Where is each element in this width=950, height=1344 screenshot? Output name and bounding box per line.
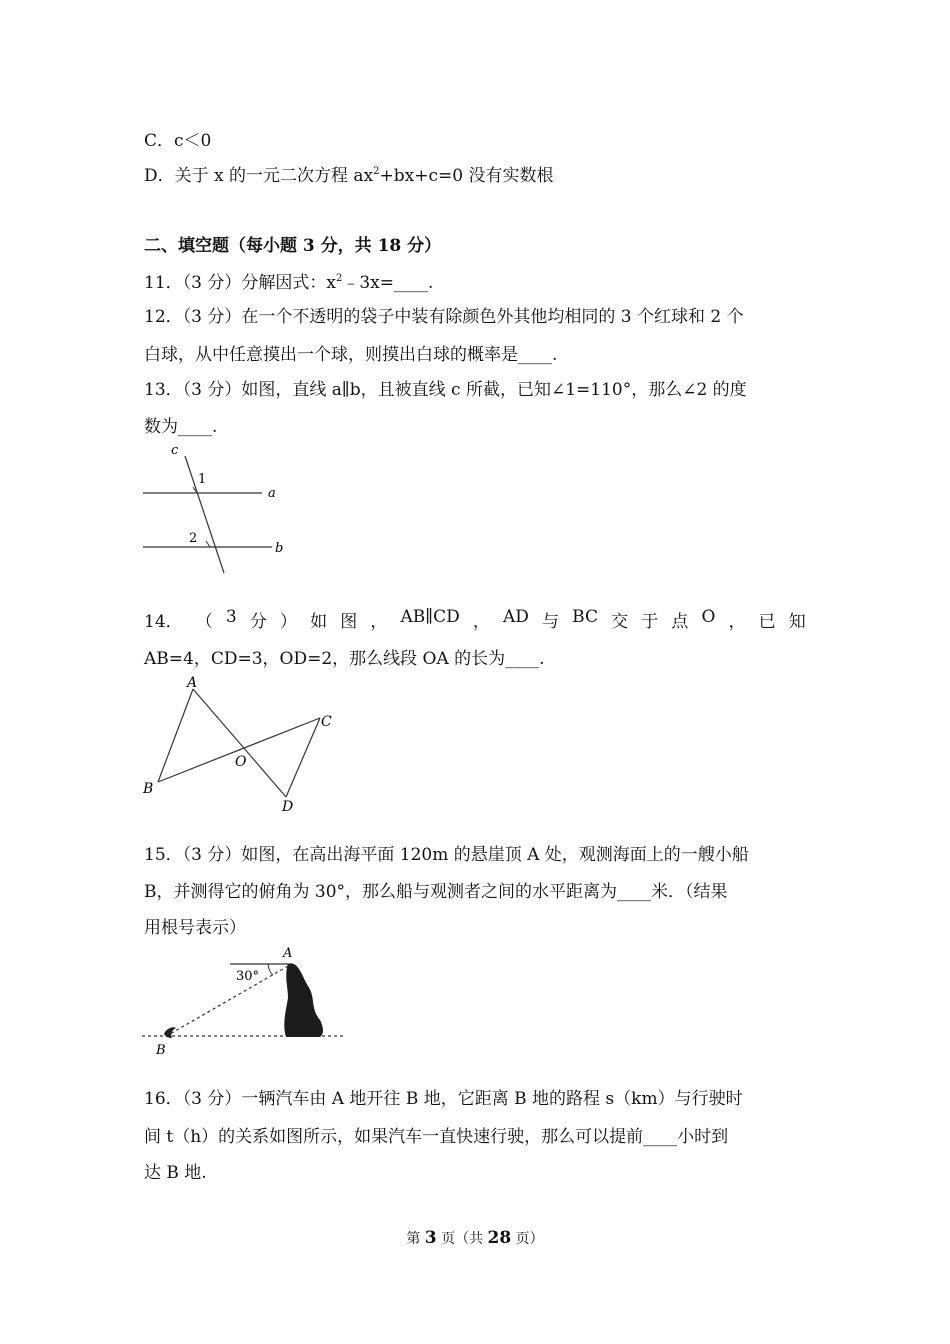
footer-text-end: 页） — [511, 1231, 544, 1247]
question-11 — [144, 268, 433, 293]
footer-total-pages: 28 — [487, 1228, 512, 1248]
label-c: C — [321, 714, 332, 730]
segment-bc — [158, 718, 320, 782]
label-2: 2 — [189, 531, 198, 546]
question-11-exponent: 2 — [335, 273, 343, 284]
question-14-token: 知 — [788, 612, 806, 632]
figure-cliff-boat — [138, 942, 353, 1060]
question-16-line-2: 间 t（h）的关系如图所示，如果汽车一直快速行驶，那么可以提前____小时到 — [144, 1127, 729, 1147]
question-14-token: AB∥CD — [400, 607, 460, 627]
label-1: 1 — [198, 472, 207, 487]
cliff-shape — [284, 963, 323, 1037]
label-d: D — [282, 799, 294, 815]
label-a: A — [187, 675, 198, 691]
label-angle: 30° — [236, 969, 260, 984]
segment-ad — [193, 689, 286, 797]
label-b: b — [275, 541, 284, 556]
segment-ab — [158, 689, 193, 782]
question-13-line-2: 数为____. — [144, 417, 218, 437]
question-14-token: AD — [502, 607, 529, 627]
question-14-token: 与 — [542, 612, 560, 632]
question-14-token: 于 — [641, 612, 659, 632]
option-d-exponent: 2 — [373, 166, 380, 177]
page-footer — [0, 1228, 950, 1248]
question-15-line-2: B，并测得它的俯角为 30°，那么船与观测者之间的水平距离为____米．（结果 — [144, 882, 728, 902]
option-d-text: D．关于 x 的一元二次方程 ax — [144, 166, 374, 186]
question-14-token: 如 — [310, 612, 328, 632]
label-b: B — [143, 781, 154, 797]
question-14-token: BC — [572, 607, 598, 627]
question-16-line-1: 16．（3 分）一辆汽车由 A 地开往 B 地，它距离 B 地的路程 s（km）与行驶时 — [144, 1089, 743, 1109]
question-11-text: 11．（3 分）分解因式：x — [144, 273, 336, 293]
footer-text: 第 — [406, 1231, 425, 1247]
option-d-text-end: +bx+c=0 没有实数根 — [379, 166, 554, 186]
label-o: O — [235, 754, 247, 770]
footer-text-middle: 页（共 — [436, 1231, 488, 1247]
question-14-token: 分 — [249, 612, 267, 632]
question-14-token: O — [701, 607, 716, 627]
question-14-token: ， — [472, 612, 490, 632]
option-d — [144, 161, 553, 186]
option-c: C．c＜0 — [144, 131, 212, 151]
question-16-line-3: 达 B 地. — [144, 1163, 207, 1183]
question-14-token: 点 — [671, 612, 689, 632]
footer-page-number: 3 — [424, 1228, 437, 1248]
label-a: a — [268, 486, 276, 501]
label-b: B — [156, 1043, 166, 1058]
question-11-text-end: ﹣3x=____. — [342, 273, 434, 293]
question-12-line-1: 12．（3 分）在一个不透明的袋子中装有除颜色外其他均相同的 3 个红球和 2 个 — [144, 307, 744, 327]
question-14-token: ， — [728, 612, 746, 632]
question-14-line-1 — [144, 607, 806, 632]
question-14-token: 3 — [225, 607, 237, 627]
figure-intersecting-segments — [138, 672, 348, 817]
angle-2-arc — [206, 541, 210, 547]
question-14-token: ， — [370, 612, 388, 632]
angle-arc — [268, 964, 273, 975]
question-14-token: 图 — [340, 612, 358, 632]
label-c: c — [171, 443, 179, 458]
question-14-line-2: AB=4，CD=3，OD=2，那么线段 OA 的长为____. — [144, 649, 545, 669]
question-12-line-2: 白球，从中任意摸出一个球，则摸出白球的概率是____. — [144, 345, 558, 365]
label-a: A — [283, 946, 293, 961]
question-15-line-3: 用根号表示） — [144, 918, 246, 938]
question-13-line-1: 13．（3 分）如图，直线 a∥b，且被直线 c 所截，已知∠1=110°，那么∠2 的度 — [144, 380, 747, 400]
sight-line — [170, 966, 288, 1034]
section-title: 二、填空题（每小题 3 分，共 18 分） — [144, 236, 442, 256]
figure-parallel-lines — [138, 438, 298, 580]
question-14-token: （ — [195, 612, 213, 632]
question-15-line-1: 15．（3 分）如图，在高出海平面 120m 的悬崖顶 A 处，观测海面上的一艘小船 — [144, 845, 749, 865]
question-14-token: 交 — [611, 612, 629, 632]
question-14-token: ） — [279, 612, 297, 632]
question-14-token: 14． — [144, 612, 183, 632]
question-14-token: 已 — [758, 612, 776, 632]
